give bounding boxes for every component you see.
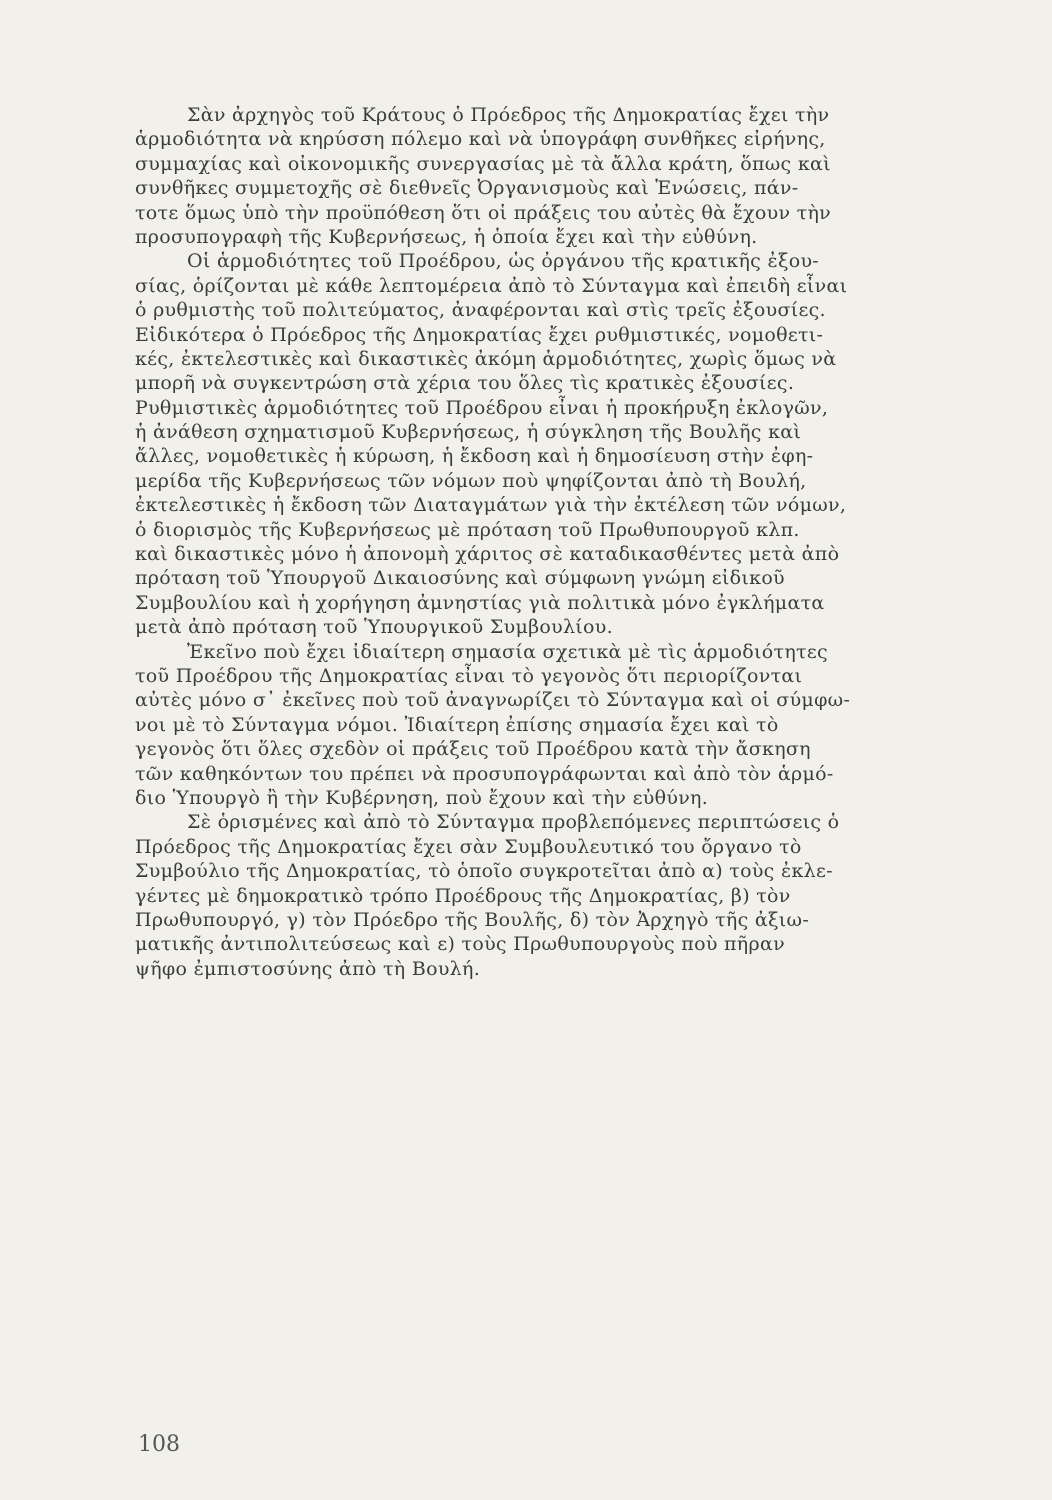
text-line: συνθῆκες συμμετοχῆς σὲ διεθνεῖς Ὀργανισμοὺς καὶ Ἑνώσεις, πάν- [135, 177, 799, 200]
text-line: μετὰ ἀπὸ πρόταση τοῦ Ὑπουργικοῦ Συμβουλίου. [135, 616, 613, 639]
text-line: τῶν καθηκόντων του πρέπει νὰ προσυπογράφωνται καὶ ἀπὸ τὸν ἁρμό- [135, 762, 834, 785]
text-line: ματικῆς ἀντιπολιτεύσεως καὶ ε) τοὺς Πρωθυπουργοὺς ποὺ πῆραν [135, 933, 785, 956]
text-line: μπορῆ νὰ συγκεντρώση στὰ χέρια του ὅλες τὶς κρατικὲς ἐξουσίες. [135, 372, 795, 395]
text-line: Ρυθμιστικὲς ἁρμοδιότητες τοῦ Προέδρου εἶναι ἡ προκήρυξη ἐκλογῶν, [135, 396, 829, 419]
text-line: ὁ διορισμὸς τῆς Κυβερνήσεως μὲ πρόταση τοῦ Πρωθυπουργοῦ κλπ. [135, 518, 800, 541]
text-line: ἁρμοδιότητα νὰ κηρύσση πόλεμο καὶ νὰ ὑπογράφη συνθῆκες εἰρήνης, [135, 128, 826, 151]
text-line: Συμβουλίου καὶ ἡ χορήγηση ἀμνηστίας γιὰ πολιτικὰ μόνο ἐγκλήματα [135, 591, 825, 614]
text-line: καὶ δικαστικὲς μόνο ἡ ἀπονομὴ χάριτος σὲ καταδικασθέντες μετὰ ἀπὸ [135, 543, 840, 566]
text-line: Σὲ ὁρισμένες καὶ ἀπὸ τὸ Σύνταγμα προβλεπόμενες περιπτώσεις ὁ [187, 811, 840, 834]
text-line: Πρόεδρος τῆς Δημοκρατίας ἔχει σὰν Συμβουλευτικό του ὄργανο τὸ [135, 835, 802, 858]
text-line: ἐκτελεστικὲς ἡ ἔκδοση τῶν Διαταγμάτων γιὰ τὴν ἐκτέλεση τῶν νόμων, [135, 494, 847, 517]
text-line: αὐτὲς μόνο σ᾽ ἐκεῖνες ποὺ τοῦ ἀναγνωρίζει τὸ Σύνταγμα καὶ οἱ σύμφω- [135, 689, 851, 712]
text-line: διο Ὑπουργὸ ἢ τὴν Κυβέρνηση, ποὺ ἔχουν καὶ τὴν εὐθύνη. [135, 786, 709, 809]
text-line: σίας, ὁρίζονται μὲ κάθε λεπτομέρεια ἀπὸ τὸ Σύνταγμα καὶ ἐπειδὴ εἶναι [135, 274, 848, 297]
body-text [135, 103, 987, 981]
text-line: ἡ ἀνάθεση σχηματισμοῦ Κυβερνήσεως, ἡ σύγκληση τῆς Βουλῆς καὶ [135, 421, 802, 444]
text-line: ὁ ρυθμιστὴς τοῦ πολιτεύματος, ἀναφέρονται καὶ στὶς τρεῖς ἐξουσίες. [135, 299, 826, 322]
text-line: γεγονὸς ὅτι ὅλες σχεδὸν οἱ πράξεις τοῦ Προέδρου κατὰ τὴν ἄσκηση [135, 738, 811, 761]
text-line: συμμαχίας καὶ οἰκονομικῆς συνεργασίας μὲ τὰ ἄλλα κράτη, ὅπως καὶ [135, 152, 831, 175]
text-line: Σὰν ἀρχηγὸς τοῦ Κράτους ὁ Πρόεδρος τῆς Δημοκρατίας ἔχει τὴν [187, 104, 830, 126]
text-line: ψῆφο ἐμπιστοσύνης ἀπὸ τὴ Βουλή. [135, 957, 481, 980]
text-line: προσυπογραφὴ τῆς Κυβερνήσεως, ἡ ὁποία ἔχει καὶ τὴν εὐθύνη. [135, 225, 758, 248]
text-line: πρόταση τοῦ Ὑπουργοῦ Δικαιοσύνης καὶ σύμφωνη γνώμη εἰδικοῦ [135, 567, 785, 590]
text-line: Ἐκεῖνο ποὺ ἔχει ἰδιαίτερη σημασία σχετικὰ μὲ τὶς ἁρμοδιότητες [187, 640, 828, 663]
text-line: κές, ἐκτελεστικὲς καὶ δικαστικὲς ἀκόμη ἁρμοδιότητες, χωρὶς ὅμως νὰ [135, 347, 837, 370]
text-line: μερίδα τῆς Κυβερνήσεως τῶν νόμων ποὺ ψηφίζονται ἀπὸ τὴ Βουλή, [135, 469, 807, 492]
text-line: ἄλλες, νομοθετικὲς ἡ κύρωση, ἡ ἔκδοση καὶ ἡ δημοσίευση στὴν ἐφη- [135, 445, 814, 468]
text-line: γέντες μὲ δημοκρατικὸ τρόπο Προέδρους τῆς Δημοκρατίας, β) τὸν [135, 884, 791, 907]
text-line: Πρωθυπουργό, γ) τὸν Πρόεδρο τῆς Βουλῆς, δ) τὸν Ἀρχηγὸ τῆς ἀξιω- [135, 908, 810, 931]
text-line: νοι μὲ τὸ Σύνταγμα νόμοι. Ἰδιαίτερη ἐπίσης σημασία ἔχει καὶ τὸ [135, 713, 779, 736]
page-number: 108 [138, 1432, 180, 1457]
text-line: Συμβούλιο τῆς Δημοκρατίας, τὸ ὁποῖο συγκροτεῖται ἀπὸ α) τοὺς ἐκλε- [135, 860, 833, 883]
text-line: τοῦ Προέδρου τῆς Δημοκρατίας εἶναι τὸ γεγονὸς ὅτι περιορίζονται [135, 664, 803, 687]
text-line: τοτε ὅμως ὑπὸ τὴν προϋπόθεση ὅτι οἱ πράξεις του αὐτὲς θὰ ἔχουν τὴν [135, 201, 831, 224]
text-line: Εἰδικότερα ὁ Πρόεδρος τῆς Δημοκρατίας ἔχει ρυθμιστικές, νομοθετι- [135, 323, 824, 346]
text-line: Οἱ ἁρμοδιότητες τοῦ Προέδρου, ὡς ὀργάνου τῆς κρατικῆς ἐξου- [187, 250, 820, 273]
